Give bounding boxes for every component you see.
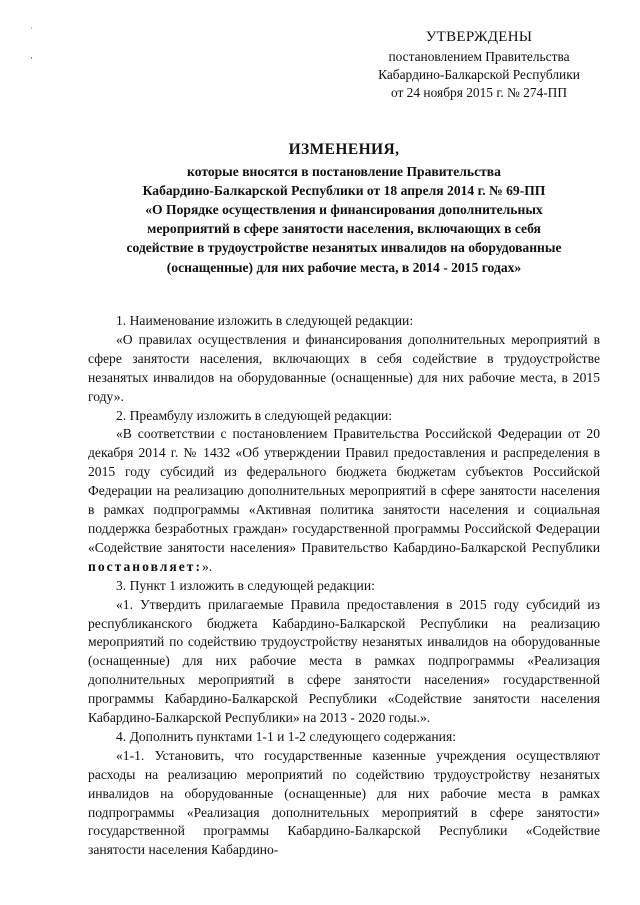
title-line: «О Порядке осуществления и финансирования дополнительных [145, 202, 543, 218]
document-page [88, 28, 600, 888]
title-line: (оснащенные) для них рабочие места, в 2014 - 2015 годах» [166, 259, 522, 275]
paragraph: «1. Утвердить прилагаемые Правила предоставления в 2015 году субсидий из республиканского бюджета Кабардино-Балкарской Республики на реализацию мероприятий по содействию трудоустройству незанятых инвалидов на оборудованные (оснащенные) для них рабочие места в рамках подпрограммы «Реализация дополнительных мероприятий в сфере занятости населения» государственной программы Кабардино-Балкарской Республики «Содействие занятости населения Кабардино-Балкарской Республики» на 2013 - 2020 годы.». [88, 596, 600, 726]
scan-mark: ‚ [30, 50, 33, 60]
paragraph: 1. Наименование изложить в следующей редакции: [116, 313, 414, 328]
approval-head: УТВЕРЖДЕНЫ [425, 29, 533, 45]
approval-line: от 24 ноября 2015 г. № 274-ПП [390, 85, 568, 100]
paragraph [88, 425, 600, 576]
paragraph: 4. Дополнить пунктами 1-1 и 1-2 следующего содержания: [116, 728, 456, 744]
approval-line: Кабардино-Балкарской Республики [378, 67, 580, 82]
paragraph-text: «В соответствии с постановлением Правительства Российской Федерации от 20 декабря 2014 г. № 1432 «Об утверждении Правил предоставления и распределения в 2015 году субсидий из федерального бюджета бюджетам субъектов Российской Федерации на реализацию дополнительных мероприятий в сфере занятости населения в рамках подпрограммы «Активная политика занятости населения и социальная поддержка безработных граждан» государственной программы Российской Федерации «Содействие занятости населения» Правительство Кабардино-Балкарской Республики [88, 426, 600, 555]
scan-mark: ˙ [30, 26, 33, 36]
spaced-keyword: постановляет: [88, 558, 202, 574]
title-heading: ИЗМЕНЕНИЯ, [288, 141, 400, 158]
approval-stamp [334, 28, 624, 102]
document-body [88, 312, 600, 860]
paragraph: «1-1. Установить, что государственные казенные учреждения осуществляют расходы на реализацию мероприятий по содействию трудоустройству незанятых инвалидов на оборудованные (оснащенные) для них рабочие места в рамках подпрограммы «Реализация дополнительных мероприятий в сфере занятости» государственной программы Кабардино-Балкарской Республики «Содействие занятости населения Кабардино- [88, 747, 600, 858]
paragraph-end: ». [201, 558, 213, 574]
document-title [88, 140, 600, 277]
paragraph: «О правилах осуществления и финансирования дополнительных мероприятий в сфере занятости населения, включающих в себя содействие в трудоустройстве незанятых инвалидов на оборудованные (оснащенные) для них рабочие места, в 2015 году». [88, 331, 600, 404]
title-line: Кабардино-Балкарской Республики от 18 апреля 2014 г. № 69-ПП [142, 183, 546, 199]
title-line: которые вносятся в постановление Правительства [187, 164, 501, 180]
paragraph: 3. Пункт 1 изложить в следующей редакции: [116, 577, 375, 593]
paragraph: 2. Преамбулу изложить в следующей редакции: [116, 407, 393, 423]
title-line: мероприятий в сфере занятости населения, включающих в себя [147, 221, 541, 237]
title-line: содействие в трудоустройстве незанятых инвалидов на оборудованные [126, 240, 562, 256]
approval-line: постановлением Правительства [388, 49, 570, 64]
